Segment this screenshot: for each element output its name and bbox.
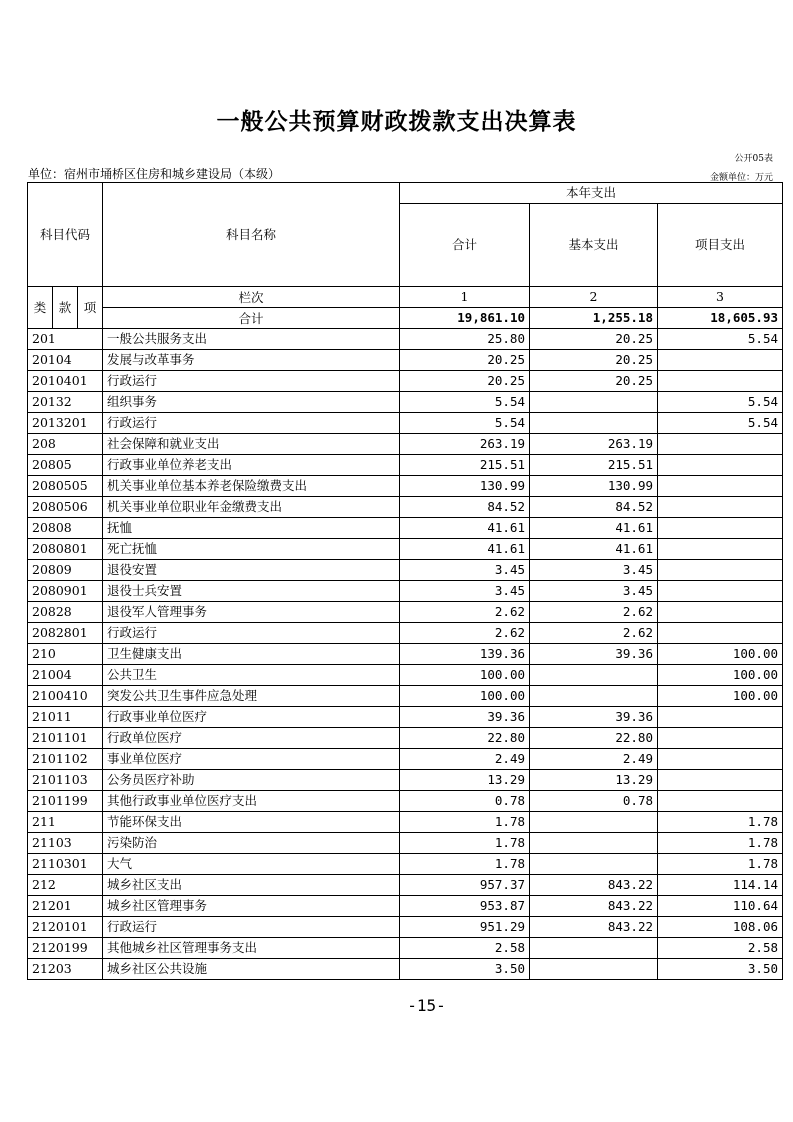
- table-row: [28, 560, 783, 581]
- row-project: [658, 518, 783, 539]
- table-row: [28, 665, 783, 686]
- row-name: 其他城乡社区管理事务支出: [103, 938, 400, 959]
- row-code: 20809: [28, 560, 103, 581]
- col-index-1: 1: [400, 287, 530, 308]
- row-project: 1.78: [658, 833, 783, 854]
- row-project: [658, 770, 783, 791]
- row-project: [658, 581, 783, 602]
- row-basic: [530, 665, 658, 686]
- row-code: 2013201: [28, 413, 103, 434]
- row-basic: 3.45: [530, 560, 658, 581]
- table-row: [28, 518, 783, 539]
- row-code: 2080901: [28, 581, 103, 602]
- row-project: 2.58: [658, 938, 783, 959]
- row-basic: [530, 854, 658, 875]
- row-basic: [530, 959, 658, 980]
- row-project: [658, 728, 783, 749]
- table-row: [28, 350, 783, 371]
- row-total: 41.61: [400, 539, 530, 560]
- header-kuan: 款: [53, 287, 78, 329]
- header-year-expense: 本年支出: [400, 183, 783, 204]
- row-project: 100.00: [658, 644, 783, 665]
- row-code: 20104: [28, 350, 103, 371]
- row-project: 100.00: [658, 686, 783, 707]
- row-project: [658, 623, 783, 644]
- table-row: [28, 644, 783, 665]
- row-name: 行政运行: [103, 917, 400, 938]
- row-project: [658, 350, 783, 371]
- row-name: 退役士兵安置: [103, 581, 400, 602]
- row-code: 2080505: [28, 476, 103, 497]
- table-row: [28, 875, 783, 896]
- row-total: 5.54: [400, 392, 530, 413]
- row-basic: 2.62: [530, 602, 658, 623]
- row-code: 2080506: [28, 497, 103, 518]
- row-basic: 3.45: [530, 581, 658, 602]
- row-total: 0.78: [400, 791, 530, 812]
- sum-label: 合计: [103, 308, 400, 329]
- row-basic: 41.61: [530, 518, 658, 539]
- row-basic: [530, 413, 658, 434]
- row-basic: 41.61: [530, 539, 658, 560]
- header-column-no: 栏次: [103, 287, 400, 308]
- row-basic: 843.22: [530, 917, 658, 938]
- row-name: 抚恤: [103, 518, 400, 539]
- row-total: 22.80: [400, 728, 530, 749]
- header-total: 合计: [400, 204, 530, 287]
- row-name: 发展与改革事务: [103, 350, 400, 371]
- row-basic: 39.36: [530, 707, 658, 728]
- row-total: 3.50: [400, 959, 530, 980]
- row-name: 退役军人管理事务: [103, 602, 400, 623]
- row-code: 2082801: [28, 623, 103, 644]
- row-name: 机关事业单位职业年金缴费支出: [103, 497, 400, 518]
- row-basic: 39.36: [530, 644, 658, 665]
- table-row: [28, 623, 783, 644]
- row-basic: [530, 392, 658, 413]
- table-row: [28, 434, 783, 455]
- row-project: [658, 602, 783, 623]
- row-name: 行政单位医疗: [103, 728, 400, 749]
- sum-basic: 1,255.18: [530, 308, 658, 329]
- row-basic: 0.78: [530, 791, 658, 812]
- row-total: 1.78: [400, 854, 530, 875]
- table-row: [28, 539, 783, 560]
- row-project: 1.78: [658, 854, 783, 875]
- row-name: 公共卫生: [103, 665, 400, 686]
- row-code: 212: [28, 875, 103, 896]
- sum-project: 18,605.93: [658, 308, 783, 329]
- row-total: 2.62: [400, 602, 530, 623]
- row-total: 41.61: [400, 518, 530, 539]
- col-index-3: 3: [658, 287, 783, 308]
- row-total: 25.80: [400, 329, 530, 350]
- row-code: 21011: [28, 707, 103, 728]
- table-row: [28, 959, 783, 980]
- header-lei: 类: [28, 287, 53, 329]
- table-row: [28, 770, 783, 791]
- row-total: 1.78: [400, 812, 530, 833]
- row-total: 130.99: [400, 476, 530, 497]
- report-title: 一般公共预算财政拨款支出决算表: [216, 108, 577, 135]
- row-project: [658, 560, 783, 581]
- table-row: [28, 791, 783, 812]
- row-basic: 20.25: [530, 329, 658, 350]
- row-basic: 130.99: [530, 476, 658, 497]
- row-code: 20828: [28, 602, 103, 623]
- table-row: [28, 581, 783, 602]
- row-code: 21201: [28, 896, 103, 917]
- row-project: 5.54: [658, 413, 783, 434]
- table-row: [28, 749, 783, 770]
- table-row: [28, 371, 783, 392]
- row-project: 114.14: [658, 875, 783, 896]
- row-name: 死亡抚恤: [103, 539, 400, 560]
- table-row: [28, 329, 783, 350]
- row-basic: 2.49: [530, 749, 658, 770]
- row-name: 一般公共服务支出: [103, 329, 400, 350]
- row-name: 其他行政事业单位医疗支出: [103, 791, 400, 812]
- table-row: [28, 413, 783, 434]
- row-basic: 13.29: [530, 770, 658, 791]
- row-basic: 215.51: [530, 455, 658, 476]
- row-name: 公务员医疗补助: [103, 770, 400, 791]
- row-total: 84.52: [400, 497, 530, 518]
- row-name: 组织事务: [103, 392, 400, 413]
- row-name: 卫生健康支出: [103, 644, 400, 665]
- row-basic: 20.25: [530, 350, 658, 371]
- row-project: [658, 791, 783, 812]
- row-name: 城乡社区公共设施: [103, 959, 400, 980]
- row-name: 城乡社区支出: [103, 875, 400, 896]
- row-project: [658, 707, 783, 728]
- table-row: [28, 707, 783, 728]
- table-row: [28, 812, 783, 833]
- table-row: [28, 497, 783, 518]
- row-total: 5.54: [400, 413, 530, 434]
- row-total: 953.87: [400, 896, 530, 917]
- table-row: [28, 917, 783, 938]
- row-code: 2101103: [28, 770, 103, 791]
- row-code: 20132: [28, 392, 103, 413]
- row-code: 21004: [28, 665, 103, 686]
- row-name: 污染防治: [103, 833, 400, 854]
- row-name: 突发公共卫生事件应急处理: [103, 686, 400, 707]
- row-project: 108.06: [658, 917, 783, 938]
- row-code: 2101102: [28, 749, 103, 770]
- row-project: 5.54: [658, 392, 783, 413]
- row-name: 大气: [103, 854, 400, 875]
- row-name: 行政运行: [103, 413, 400, 434]
- row-basic: 263.19: [530, 434, 658, 455]
- row-basic: 22.80: [530, 728, 658, 749]
- table-row: [28, 392, 783, 413]
- row-basic: [530, 686, 658, 707]
- table-row: [28, 833, 783, 854]
- row-name: 节能环保支出: [103, 812, 400, 833]
- row-basic: 84.52: [530, 497, 658, 518]
- row-total: 2.62: [400, 623, 530, 644]
- col-index-2: 2: [530, 287, 658, 308]
- row-code: 2101199: [28, 791, 103, 812]
- row-name: 城乡社区管理事务: [103, 896, 400, 917]
- row-code: 210: [28, 644, 103, 665]
- row-name: 行政运行: [103, 623, 400, 644]
- table-row: [28, 686, 783, 707]
- row-total: 215.51: [400, 455, 530, 476]
- row-project: [658, 749, 783, 770]
- table-row: [28, 938, 783, 959]
- row-name: 行政事业单位医疗: [103, 707, 400, 728]
- row-code: 208: [28, 434, 103, 455]
- table-row: [28, 728, 783, 749]
- header-project: 项目支出: [658, 204, 783, 287]
- row-basic: 2.62: [530, 623, 658, 644]
- row-basic: 20.25: [530, 371, 658, 392]
- table-row: [28, 854, 783, 875]
- row-project: [658, 539, 783, 560]
- row-total: 951.29: [400, 917, 530, 938]
- row-code: 20808: [28, 518, 103, 539]
- sum-total: 19,861.10: [400, 308, 530, 329]
- row-project: [658, 434, 783, 455]
- row-name: 行政事业单位养老支出: [103, 455, 400, 476]
- row-code: 2100410: [28, 686, 103, 707]
- row-project: 3.50: [658, 959, 783, 980]
- row-total: 20.25: [400, 350, 530, 371]
- row-project: 100.00: [658, 665, 783, 686]
- row-basic: [530, 812, 658, 833]
- row-total: 957.37: [400, 875, 530, 896]
- row-total: 100.00: [400, 686, 530, 707]
- header-code: 科目代码: [28, 183, 103, 287]
- row-basic: [530, 833, 658, 854]
- row-total: 20.25: [400, 371, 530, 392]
- row-code: 20805: [28, 455, 103, 476]
- row-project: 1.78: [658, 812, 783, 833]
- row-code: 21103: [28, 833, 103, 854]
- row-basic: 843.22: [530, 896, 658, 917]
- row-total: 2.49: [400, 749, 530, 770]
- row-total: 3.45: [400, 560, 530, 581]
- row-code: 211: [28, 812, 103, 833]
- row-total: 139.36: [400, 644, 530, 665]
- form-number: 公开05表: [734, 154, 773, 164]
- row-basic: 843.22: [530, 875, 658, 896]
- row-code: 2120199: [28, 938, 103, 959]
- table-row: [28, 476, 783, 497]
- expenditure-table: [27, 182, 783, 980]
- table-row: [28, 602, 783, 623]
- row-total: 3.45: [400, 581, 530, 602]
- table-row: [28, 896, 783, 917]
- row-total: 100.00: [400, 665, 530, 686]
- amount-unit: 金额单位：万元: [709, 173, 773, 183]
- row-project: [658, 371, 783, 392]
- row-name: 社会保障和就业支出: [103, 434, 400, 455]
- row-total: 2.58: [400, 938, 530, 959]
- row-project: 110.64: [658, 896, 783, 917]
- row-project: [658, 455, 783, 476]
- table-row: [28, 455, 783, 476]
- row-total: 39.36: [400, 707, 530, 728]
- header-basic: 基本支出: [530, 204, 658, 287]
- row-total: 1.78: [400, 833, 530, 854]
- row-project: 5.54: [658, 329, 783, 350]
- row-code: 201: [28, 329, 103, 350]
- row-project: [658, 497, 783, 518]
- row-code: 2010401: [28, 371, 103, 392]
- row-code: 2080801: [28, 539, 103, 560]
- row-code: 2120101: [28, 917, 103, 938]
- header-xiang: 项: [78, 287, 103, 329]
- row-name: 行政运行: [103, 371, 400, 392]
- row-project: [658, 476, 783, 497]
- row-basic: [530, 938, 658, 959]
- row-total: 13.29: [400, 770, 530, 791]
- reporting-unit: 单位：宿州市埇桥区住房和城乡建设局（本级）: [28, 167, 281, 181]
- row-name: 机关事业单位基本养老保险缴费支出: [103, 476, 400, 497]
- row-total: 263.19: [400, 434, 530, 455]
- row-code: 21203: [28, 959, 103, 980]
- row-code: 2110301: [28, 854, 103, 875]
- row-name: 退役安置: [103, 560, 400, 581]
- page-number: -15-: [407, 996, 446, 1015]
- row-code: 2101101: [28, 728, 103, 749]
- header-name: 科目名称: [103, 183, 400, 287]
- row-name: 事业单位医疗: [103, 749, 400, 770]
